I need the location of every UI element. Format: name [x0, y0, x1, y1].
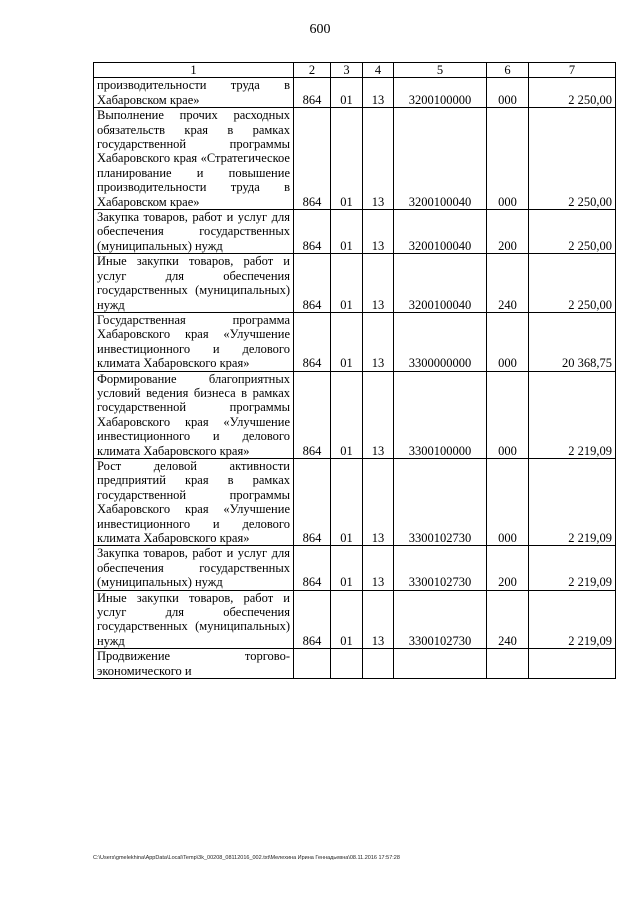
table-row: [94, 254, 616, 313]
expense-type-cell: [487, 649, 529, 679]
section-cell: 01: [331, 546, 363, 590]
column-header: 3: [331, 63, 363, 78]
amount-cell: 2 219,09: [529, 546, 616, 590]
amount-cell: 2 250,00: [529, 254, 616, 313]
expense-type-cell: 000: [487, 78, 529, 108]
expense-type-cell: 000: [487, 458, 529, 545]
file-path-footer: C:\Users\gmelekhina\AppData\Local\Temp\3k_00208_08112016_002.txt\Мелехина Ирина Геннадьевна\08.11.2016 17:57:28: [93, 855, 400, 861]
section-cell: 01: [331, 78, 363, 108]
table-row: [94, 108, 616, 210]
column-header: 7: [529, 63, 616, 78]
column-header: 6: [487, 63, 529, 78]
expense-type-cell: 200: [487, 210, 529, 254]
row-description: Иные закупки товаров, работ и услуг для обеспечения государственных (муниципальных) нужд: [94, 590, 294, 649]
row-description: производительности труда в Хабаровском крае»: [94, 78, 294, 108]
section-cell: 01: [331, 108, 363, 210]
row-description: Закупка товаров, работ и услуг для обеспечения государственных (муниципальных) нужд: [94, 210, 294, 254]
column-header: 4: [363, 63, 394, 78]
expense-type-cell: 200: [487, 546, 529, 590]
table-row: [94, 590, 616, 649]
code-cell: 864: [294, 312, 331, 371]
amount-cell: 2 250,00: [529, 108, 616, 210]
section-cell: 01: [331, 254, 363, 313]
subsection-cell: 13: [363, 108, 394, 210]
amount-cell: [529, 649, 616, 679]
table-row: [94, 649, 616, 679]
subsection-cell: 13: [363, 210, 394, 254]
code-cell: 864: [294, 210, 331, 254]
section-cell: 01: [331, 458, 363, 545]
table-header-row: [94, 63, 616, 78]
amount-cell: 2 219,09: [529, 371, 616, 458]
row-description: Выполнение прочих расходных обязательств края в рамках государственной программы Хабаровского края «Стратегическое планирование и повышение производительности труда в Хабаровском крае»: [94, 108, 294, 210]
code-cell: 864: [294, 371, 331, 458]
code-cell: 864: [294, 108, 331, 210]
expense-type-cell: 000: [487, 312, 529, 371]
subsection-cell: 13: [363, 78, 394, 108]
code-cell: 864: [294, 78, 331, 108]
code-cell: 864: [294, 590, 331, 649]
code-cell: 864: [294, 458, 331, 545]
amount-cell: 2 250,00: [529, 210, 616, 254]
section-cell: [331, 649, 363, 679]
target-item-cell: 3300100000: [394, 371, 487, 458]
amount-cell: 2 219,09: [529, 590, 616, 649]
subsection-cell: 13: [363, 458, 394, 545]
subsection-cell: 13: [363, 254, 394, 313]
amount-cell: 2 219,09: [529, 458, 616, 545]
table-row: [94, 210, 616, 254]
table-row: [94, 546, 616, 590]
target-item-cell: 3200100000: [394, 78, 487, 108]
page-number: 600: [309, 22, 331, 37]
section-cell: 01: [331, 312, 363, 371]
code-cell: 864: [294, 546, 331, 590]
target-item-cell: 3200100040: [394, 254, 487, 313]
subsection-cell: 13: [363, 590, 394, 649]
column-header: 5: [394, 63, 487, 78]
section-cell: 01: [331, 371, 363, 458]
column-header: 1: [94, 63, 294, 78]
subsection-cell: 13: [363, 312, 394, 371]
code-cell: 864: [294, 254, 331, 313]
target-item-cell: 3200100040: [394, 210, 487, 254]
target-item-cell: 3300102730: [394, 590, 487, 649]
row-description: Иные закупки товаров, работ и услуг для обеспечения государственных (муниципальных) нужд: [94, 254, 294, 313]
table-row: [94, 78, 616, 108]
expense-type-cell: 240: [487, 590, 529, 649]
row-description: Государственная программа Хабаровского края «Улучшение инвестиционного и делового климата Хабаровского края»: [94, 312, 294, 371]
subsection-cell: 13: [363, 371, 394, 458]
section-cell: 01: [331, 210, 363, 254]
target-item-cell: 3300102730: [394, 546, 487, 590]
row-description: Продвижение торгово-экономического и: [94, 649, 294, 679]
subsection-cell: 13: [363, 546, 394, 590]
column-header: 2: [294, 63, 331, 78]
amount-cell: 20 368,75: [529, 312, 616, 371]
subsection-cell: [363, 649, 394, 679]
row-description: Закупка товаров, работ и услуг для обеспечения государственных (муниципальных) нужд: [94, 546, 294, 590]
expense-type-cell: 000: [487, 371, 529, 458]
amount-cell: 2 250,00: [529, 78, 616, 108]
table-row: [94, 458, 616, 545]
target-item-cell: 3300102730: [394, 458, 487, 545]
row-description: Формирование благоприятных условий ведения бизнеса в рамках государственной программы Хабаровского края «Улучшение инвестиционного и делового климата Хабаровского края»: [94, 371, 294, 458]
expense-type-cell: 240: [487, 254, 529, 313]
section-cell: 01: [331, 590, 363, 649]
table-row: [94, 371, 616, 458]
expense-type-cell: 000: [487, 108, 529, 210]
target-item-cell: 3300000000: [394, 312, 487, 371]
row-description: Рост деловой активности предприятий края в рамках государственной программы Хабаровского края «Улучшение инвестиционного и делового климата Хабаровского края»: [94, 458, 294, 545]
table-row: [94, 312, 616, 371]
target-item-cell: [394, 649, 487, 679]
target-item-cell: 3200100040: [394, 108, 487, 210]
budget-table: [93, 62, 616, 679]
code-cell: [294, 649, 331, 679]
